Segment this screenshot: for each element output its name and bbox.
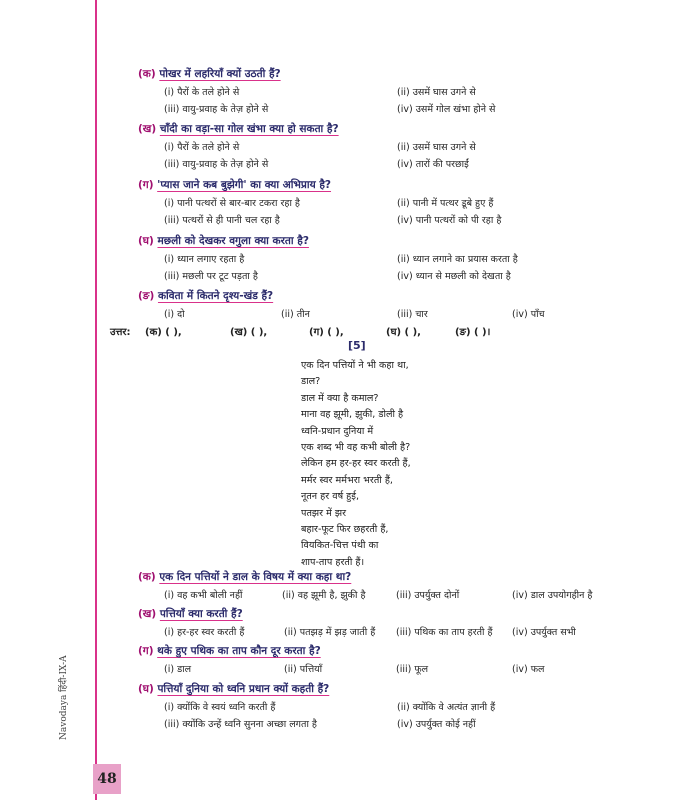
poem-line: बहार-फूट फिर छहरती हैं, [301,524,389,536]
option: (i) डाल [164,664,192,675]
question-text: पत्तियाँ क्या करती हैं? [159,608,243,620]
question [138,644,321,658]
option: (ii) वह झूमी है, झुकी है [282,590,366,601]
option: (ii) पतझड़ में झड़ जाती हैं [284,627,376,638]
section-heading: [5] [348,339,366,352]
option: (iii) फूल [396,664,429,675]
option: (ii) उसमें घास उगने से [397,87,476,98]
question-text: थके हुए पथिक का ताप कौन दूर करता है? [157,645,321,657]
question-text: एक दिन पत्तियों ने डाल के विषय में क्या कहा था? [159,571,352,583]
poem-line: डाल में क्या है कमाल? [301,392,379,404]
question [138,122,339,136]
option: (ii) तीन [281,309,310,320]
option: (iv) पानी पत्थरों को पी रहा है [397,215,502,226]
answer-blank: (ङ) ( )। [455,327,491,338]
page-margin-line [95,0,97,800]
answer-blank: (ग) ( ), [309,327,344,338]
question [138,67,281,81]
option: (iv) उपर्युक्त सभी [512,627,576,638]
question-number: (ग) [138,179,154,191]
option: (iv) उपर्युक्त कोई नहीं [397,719,476,730]
answer-blank: (ख) ( ), [230,327,268,338]
question [138,289,273,303]
option: (iii) चार [397,309,428,320]
option: (iii) पत्थरों से ही पानी चल रहा है [164,215,280,226]
option: (iii) मछली पर टूट पड़ता है [164,271,258,282]
page-number: 48 [93,764,121,794]
option: (ii) ध्यान लगाने का प्रयास करता है [397,254,518,265]
option: (iv) डाल उपयोगहीन है [512,590,593,601]
question [138,570,351,584]
option: (iii) पथिक का ताप हरती हैं [396,627,493,638]
option: (i) ध्यान लगाए रहता है [164,254,245,265]
question [138,178,331,192]
option: (i) पानी पत्थरों से बार-बार टकरा रहा है [164,198,300,209]
option: (i) वह कभी बोली नहीं [164,590,243,601]
poem-line: एक दिन पत्तियों ने भी कहा था, [301,360,409,371]
answer-label: उत्तर: [110,327,131,338]
question-number: (ग) [138,645,154,657]
option: (i) पैरों के तले होने से [164,142,240,153]
option: (iv) पाँच [512,309,545,320]
option: (ii) क्योंकि वे अत्यंत ज्ञानी हैं [397,702,496,713]
question [138,607,243,621]
option: (ii) पत्तियाँ [284,664,323,675]
question [138,234,309,248]
question-text: कविता में कितने दृश्य-खंड हैं? [157,290,274,302]
option: (i) दो [164,309,185,320]
question-number: (घ) [138,683,154,695]
question-number: (क) [138,571,156,583]
option: (iii) वायु-प्रवाह के तेज़ होने से [164,159,269,170]
question-number: (ख) [138,123,157,135]
option: (iv) तारों की परछाईं [397,159,469,170]
poem-line: ध्वनि-प्रधान दुनिया में [301,425,374,437]
option: (iii) वायु-प्रवाह के तेज़ होने से [164,104,269,115]
poem-line: मर्मर स्वर मर्मभरा भरती हैं, [301,474,393,486]
option: (iii) उपर्युक्त दोनों [396,590,460,601]
question-text: 'प्यास जाने कब बुझेगी' का क्या अभिप्राय है? [157,179,332,191]
question-number: (क) [138,68,156,80]
poem-line: पतझर में झर [301,507,347,519]
question-text: चाँदी का वड़ा-सा गोल खंभा क्या हो सकता है? [159,123,339,135]
option: (ii) उसमें घास उगने से [397,142,476,153]
question-number: (ङ) [138,290,155,302]
poem-line: माना वह झूमी, झुकी, डोली है [301,409,404,421]
poem-line: वियकित-चित्त पंथी का [301,540,379,552]
question-text: पोखर में लहरियाँ क्यों उठती हैं? [159,68,281,80]
option: (iv) ध्यान से मछली को देखता है [397,271,511,282]
question-number: (ख) [138,608,157,620]
poem-line: नूतन हर वर्ष हुई, [301,491,360,503]
option: (i) पैरों के तले होने से [164,87,240,98]
answer-blank: (क) ( ), [145,327,182,338]
option: (iv) उसमें गोल खंभा होने से [397,104,496,115]
poem-line: डाल? [301,376,321,388]
poem-line: एक शब्द भी वह कभी बोली है? [301,442,411,454]
poem-block [301,358,411,571]
question-text: मछली को देखकर वगुला क्या करता है? [157,235,309,247]
option: (iv) फल [512,664,545,675]
option: (ii) पानी में पत्थर डूबे हुए हैं [397,198,494,209]
poem-line: शाप-ताप हरती हैं। [301,556,365,568]
question-number: (घ) [138,235,154,247]
side-label: Navodaya हिंदी-IX-A [59,655,69,740]
question-text: पत्तियाँ दुनिया को ध्वनि प्रधान क्यों कहती हैं? [157,683,330,695]
question [138,682,329,696]
option: (i) हर-हर स्वर करती हैं [164,627,245,638]
option: (i) क्योंकि वे स्वयं ध्वनि करती हैं [164,702,276,713]
answer-blank: (घ) ( ), [386,327,421,338]
poem-line: लेकिन हम हर-हर स्वर करती हैं, [301,458,411,470]
option: (iii) क्योंकि उन्हें ध्वनि सुनना अच्छा लगता है [164,719,317,730]
